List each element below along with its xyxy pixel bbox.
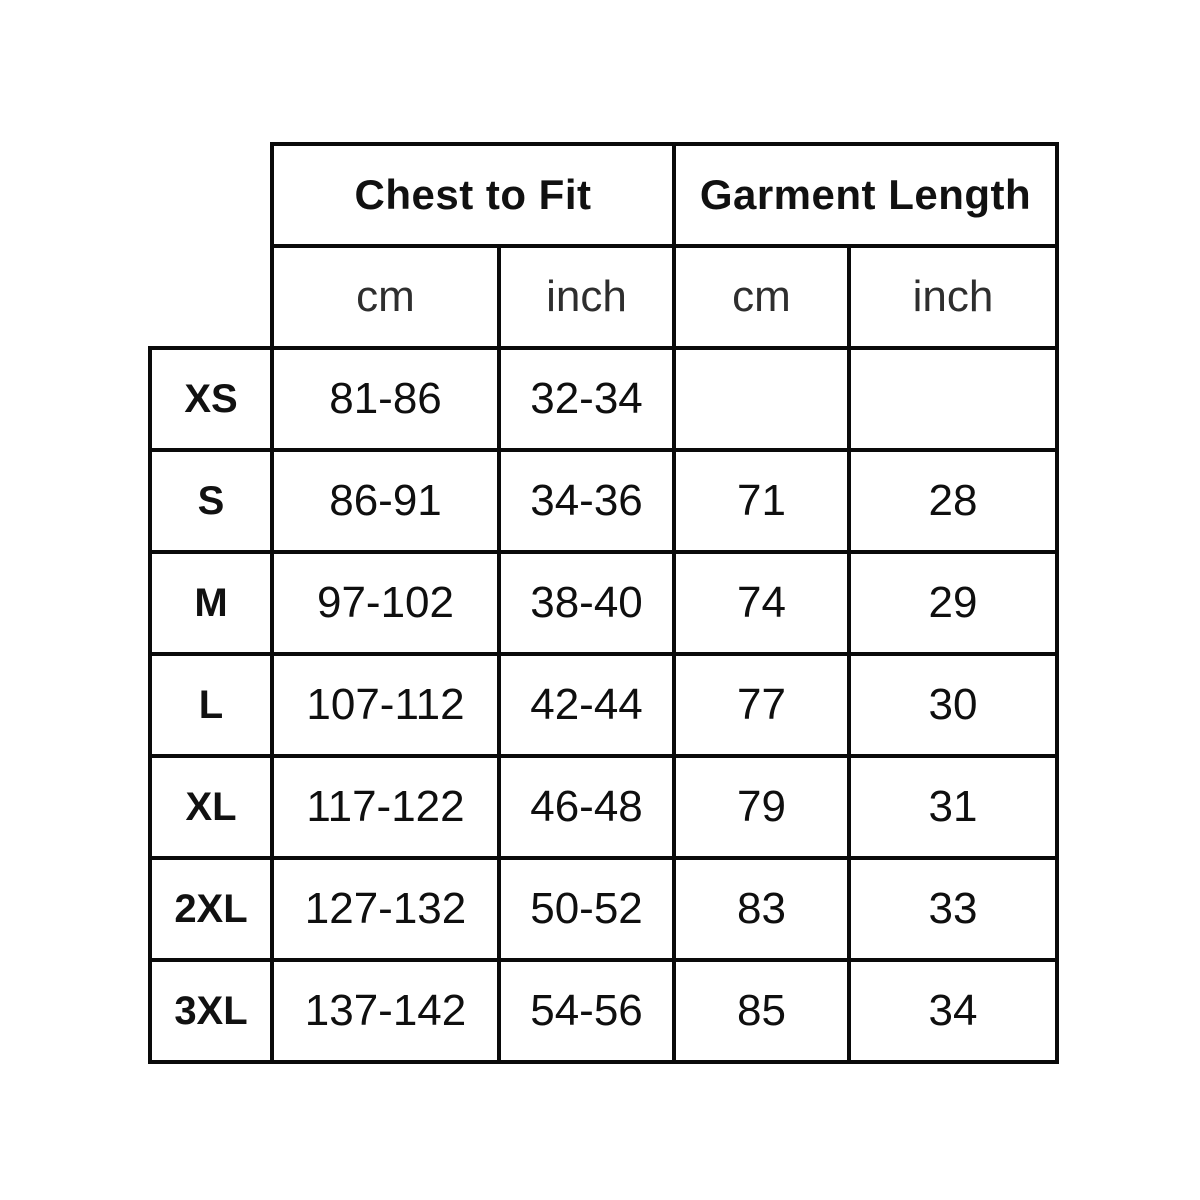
chest-inch-unit-header: inch bbox=[499, 246, 674, 348]
length-cm-value bbox=[674, 348, 849, 450]
chest-cm-value: 86-91 bbox=[272, 450, 499, 552]
chest-cm-value: 127-132 bbox=[272, 858, 499, 960]
length-cm-value: 71 bbox=[674, 450, 849, 552]
chest-cm-value: 81-86 bbox=[272, 348, 499, 450]
size-label: S bbox=[150, 450, 272, 552]
table-row-xl bbox=[150, 756, 1057, 858]
size-chart-table bbox=[148, 142, 1059, 1064]
chest-cm-value: 107-112 bbox=[272, 654, 499, 756]
chest-cm-value: 97-102 bbox=[272, 552, 499, 654]
length-inch-value: 29 bbox=[849, 552, 1057, 654]
chest-inch-value: 32-34 bbox=[499, 348, 674, 450]
garment-length-header: Garment Length bbox=[674, 144, 1057, 246]
length-cm-value: 85 bbox=[674, 960, 849, 1062]
table-row-2xl bbox=[150, 858, 1057, 960]
size-label: M bbox=[150, 552, 272, 654]
length-inch-value bbox=[849, 348, 1057, 450]
length-inch-value: 31 bbox=[849, 756, 1057, 858]
length-inch-value: 28 bbox=[849, 450, 1057, 552]
length-cm-unit-header: cm bbox=[674, 246, 849, 348]
length-inch-value: 33 bbox=[849, 858, 1057, 960]
table-row-s bbox=[150, 450, 1057, 552]
chest-cm-value: 137-142 bbox=[272, 960, 499, 1062]
length-inch-value: 30 bbox=[849, 654, 1057, 756]
chest-inch-value: 42-44 bbox=[499, 654, 674, 756]
table-row-l bbox=[150, 654, 1057, 756]
chest-cm-unit-header: cm bbox=[272, 246, 499, 348]
length-cm-value: 79 bbox=[674, 756, 849, 858]
chest-inch-value: 50-52 bbox=[499, 858, 674, 960]
table-row-3xl bbox=[150, 960, 1057, 1062]
chest-cm-value: 117-122 bbox=[272, 756, 499, 858]
table-row-m bbox=[150, 552, 1057, 654]
length-cm-value: 77 bbox=[674, 654, 849, 756]
empty-corner-cell bbox=[150, 144, 272, 348]
length-cm-value: 74 bbox=[674, 552, 849, 654]
chest-inch-value: 38-40 bbox=[499, 552, 674, 654]
length-inch-unit-header: inch bbox=[849, 246, 1057, 348]
length-cm-value: 83 bbox=[674, 858, 849, 960]
size-label: 2XL bbox=[150, 858, 272, 960]
length-inch-value: 34 bbox=[849, 960, 1057, 1062]
size-label: XS bbox=[150, 348, 272, 450]
size-label: 3XL bbox=[150, 960, 272, 1062]
size-label: XL bbox=[150, 756, 272, 858]
chest-inch-value: 46-48 bbox=[499, 756, 674, 858]
chest-inch-value: 54-56 bbox=[499, 960, 674, 1062]
chest-inch-value: 34-36 bbox=[499, 450, 674, 552]
chest-to-fit-header: Chest to Fit bbox=[272, 144, 674, 246]
size-label: L bbox=[150, 654, 272, 756]
table-row-xs bbox=[150, 348, 1057, 450]
